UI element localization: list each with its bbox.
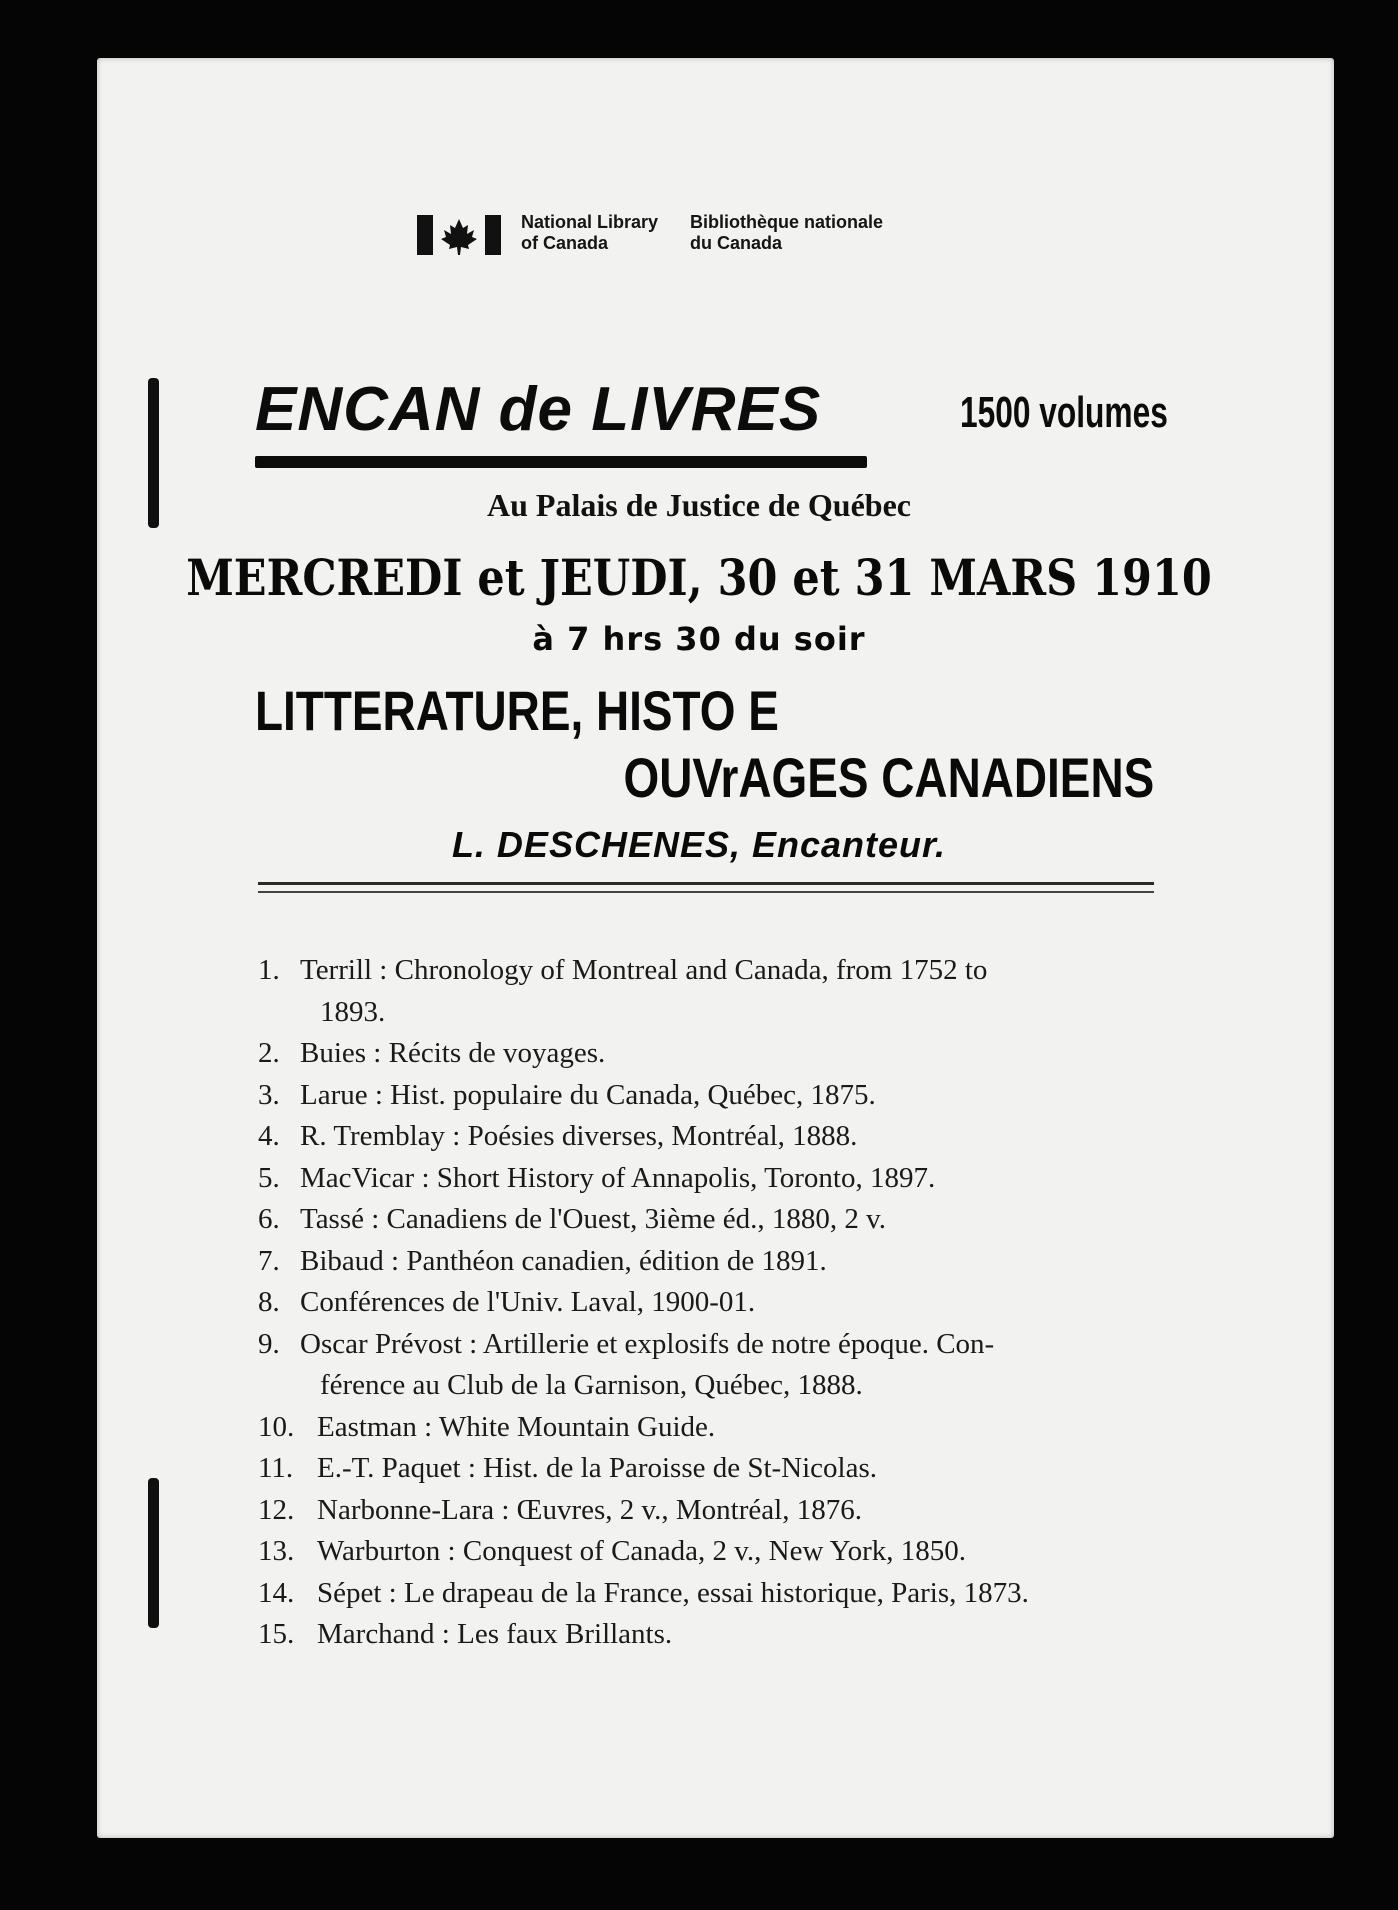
venue: Au Palais de Justice de Québec	[487, 487, 911, 523]
list-item: 11. E.-T. Paquet : Hist. de la Paroisse de St-Nicolas.	[258, 1452, 878, 1484]
volume-count: 1500 volumes	[960, 388, 1168, 437]
subject-line-2: OUVrAGES CANADIENS	[623, 746, 1154, 809]
subject-line-1: LITTERATURE, HISTO E	[255, 679, 779, 742]
list-item: 14. Sépet : Le drapeau de la France, essai historique, Paris, 1873.	[258, 1576, 1029, 1609]
canada-flag-icon	[417, 215, 501, 255]
list-item-continuation: 1893.	[320, 995, 386, 1028]
scan-margin-mark-bottom	[148, 1478, 159, 1628]
list-item: 8. Conférences de l'Univ. Laval, 1900-01.	[258, 1286, 756, 1318]
auction-time: à 7 hrs 30 du soir	[532, 620, 866, 658]
double-rule-bottom	[258, 891, 1154, 893]
list-item: 5. MacVicar : Short History of Annapolis, Toronto, 1897.	[258, 1161, 936, 1194]
list-item: 15. Marchand : Les faux Brillants.	[258, 1618, 673, 1650]
list-item-continuation: férence au Club de la Garnison, Québec, 1888.	[320, 1369, 863, 1401]
list-item: 3. Larue : Hist. populaire du Canada, Québec, 1875.	[258, 1078, 876, 1111]
list-item: 1. Terrill : Chronology of Montreal and Canada, from 1752 to	[258, 954, 988, 986]
title-underline	[255, 456, 867, 468]
library-name-en: National Library of Canada	[521, 212, 659, 253]
double-rule-top	[258, 882, 1154, 885]
poster-title: ENCAN de LIVRES	[255, 375, 822, 444]
list-item: 6. Tassé : Canadiens de l'Ouest, 3ième éd., 1880, 2 v.	[258, 1203, 887, 1235]
auction-dates: MERCREDI et JEUDI, 30 et 31 MARS 1910	[186, 548, 1212, 607]
library-name-fr: Bibliothèque nationale du Canada	[690, 212, 884, 253]
list-item: 4. R. Tremblay : Poésies diverses, Montréal, 1888.	[258, 1120, 858, 1152]
list-item: 10. Eastman : White Mountain Guide.	[258, 1410, 716, 1443]
list-item: 12. Narbonne-Lara : Œuvres, 2 v., Montréal, 1876.	[258, 1493, 862, 1526]
list-item: 13. Warburton : Conquest of Canada, 2 v., New York, 1850.	[258, 1535, 967, 1567]
list-item: 2. Buies : Récits de voyages.	[258, 1037, 606, 1069]
book-list	[258, 950, 1158, 1656]
list-item: 7. Bibaud : Panthéon canadien, édition de 1891.	[258, 1244, 827, 1277]
list-item: 9. Oscar Prévost : Artillerie et explosifs de notre époque. Con-	[258, 1327, 995, 1360]
auctioneer: L. DESCHENES, Encanteur.	[451, 824, 947, 865]
